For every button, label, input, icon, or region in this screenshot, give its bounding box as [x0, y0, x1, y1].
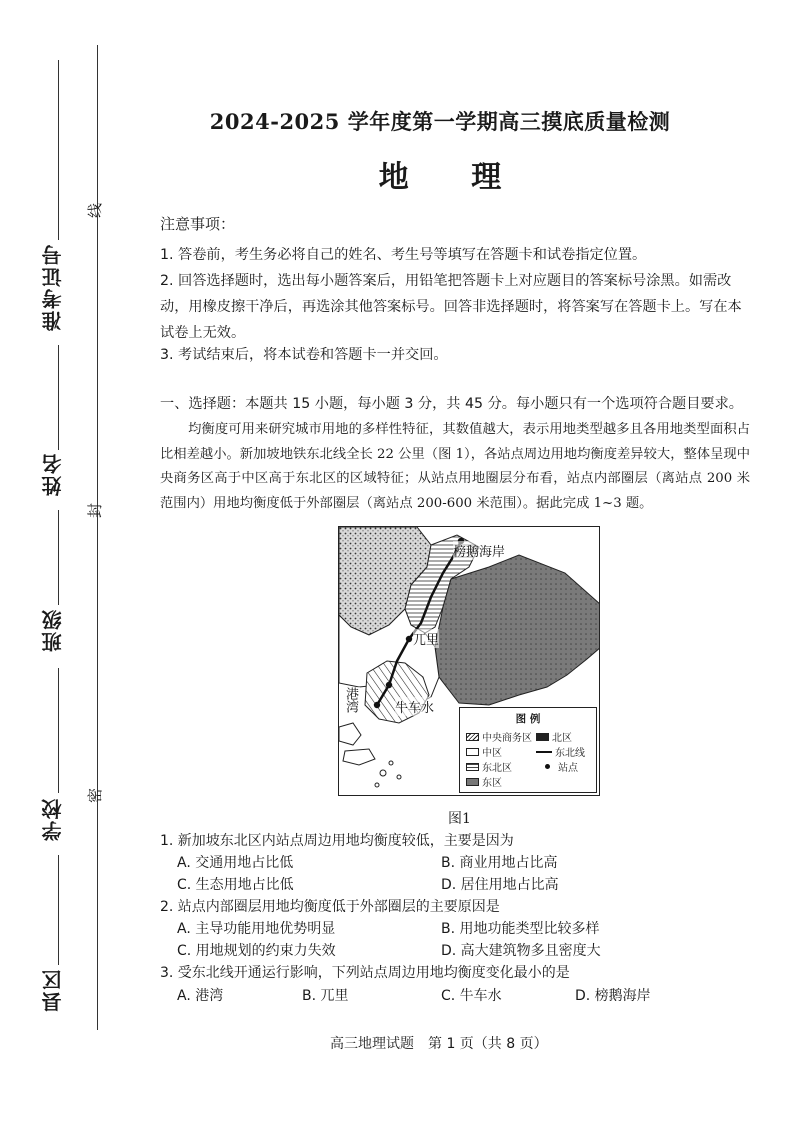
notice-item-2: 2. 回答选择题时，选出每小题答案后，用铅笔把答题卡上对应题目的答案标号涂黑。如需改动，用橡皮擦干净后，再选涂其他答案标号。回答非选择题时，将答案写在答题卡上。写在本试卷上无效。 — [160, 273, 742, 341]
question-1-option-a: A. 交通用地占比低 — [177, 855, 294, 871]
station-label-serangoon: 兀里 — [413, 629, 439, 648]
question-3-option-a: A. 港湾 — [177, 988, 224, 1004]
east-region — [435, 555, 599, 705]
question-3-option-c: C. 牛车水 — [441, 988, 502, 1004]
east-swatch — [466, 778, 479, 786]
question-2-option-a: A. 主导功能用地优势明显 — [177, 921, 336, 937]
seal-mark-secret: 密 — [86, 787, 105, 804]
exam-number-blank — [58, 60, 59, 240]
binding-line — [97, 45, 98, 1030]
north-swatch — [536, 733, 549, 741]
islet — [375, 783, 379, 787]
exam-number-label: 准考证号 — [41, 243, 65, 331]
name-blank — [58, 345, 59, 450]
question-2-stem: 2. 站点内部圈层用地均衡度低于外部圈层的主要原因是 — [160, 899, 500, 915]
question-2-option-b: B. 用地功能类型比较多样 — [441, 921, 600, 937]
islet — [389, 761, 393, 765]
name-label: 姓名 — [41, 452, 65, 496]
question-1-option-c: C. 生态用地占比低 — [177, 877, 294, 893]
map-legend — [459, 707, 597, 793]
section-heading: 一、选择题：本题共 15 小题，每小题 3 分，共 45 分。每小题只有一个选项符合题目要求。 — [160, 396, 743, 412]
exam-title: 2024-2025 学年度第一学期高三摸底质量检测 — [209, 109, 671, 134]
legend-item-station: 站点 — [540, 759, 578, 774]
island — [339, 723, 361, 745]
class-blank — [58, 510, 59, 605]
notice-item-1: 1. 答卷前，考生务必将自己的姓名、考生号等填写在答题卡和试卷指定位置。 — [160, 247, 647, 263]
station-dot — [374, 702, 380, 708]
station-label-harbourfront: 港湾 — [343, 687, 358, 713]
legend-item-central: 中区 — [466, 744, 502, 759]
central-swatch — [466, 748, 479, 756]
station-label-chinatown: 牛车水 — [395, 697, 434, 716]
question-2-option-d: D. 高大建筑物多且密度大 — [441, 943, 601, 959]
question-1-option-d: D. 居住用地占比高 — [441, 877, 559, 893]
county-label: 县区 — [41, 968, 65, 1012]
question-2-option-c: C. 用地规划的约束力失效 — [177, 943, 336, 959]
legend-item-line: 东北线 — [536, 744, 585, 759]
station-swatch — [545, 764, 550, 769]
islet — [380, 770, 386, 776]
seal-mark-seal: 封 — [86, 502, 105, 519]
island — [343, 749, 375, 765]
cbd-swatch — [466, 733, 479, 741]
question-3-option-b: B. 兀里 — [302, 988, 349, 1004]
passage-text: 均衡度可用来研究城市用地的多样性特征，其数值越大，表示用地类型越多且各用地类型面积占比相差越小。新加坡地铁东北线全长 22 公里（图 1），各站点周边用地均衡度差异较大，整体呈现中央商务区高于中区高于东北区的区域特征；从站点用地圈层分布看，站点内部圈层（离站点 200 米范围内）用地均衡度低于外部圈层（离站点 200-600 米范围）。据此完成 1~3 题。 — [160, 422, 750, 511]
question-3-stem: 3. 受东北线开通运行影响，下列站点周边用地均衡度变化最小的是 — [160, 965, 570, 981]
school-blank — [58, 668, 59, 793]
notice-heading: 注意事项： — [160, 215, 236, 233]
legend-item-cbd: 中央商务区 — [466, 729, 532, 744]
northeast-swatch — [466, 763, 479, 771]
singapore-metro-map — [338, 526, 600, 796]
legend-item-east: 东区 — [466, 774, 502, 789]
question-1-stem: 1. 新加坡东北区内站点周边用地均衡度较低，主要是因为 — [160, 833, 514, 849]
line-swatch — [536, 751, 552, 753]
question-1-option-b: B. 商业用地占比高 — [441, 855, 558, 871]
station-label-punggol: 榜鹅海岸 — [453, 541, 505, 560]
legend-title: 图 例 — [515, 713, 541, 725]
station-dot — [406, 636, 412, 642]
legend-item-northeast: 东北区 — [466, 759, 512, 774]
subject-title: 地 理 — [378, 160, 528, 195]
school-label: 学校 — [41, 797, 65, 841]
county-blank — [58, 855, 59, 965]
question-3-option-d: D. 榜鹅海岸 — [575, 988, 651, 1004]
legend-item-north: 北区 — [536, 729, 572, 744]
islet — [397, 775, 401, 779]
class-label: 班级 — [41, 608, 65, 652]
notice-item-3: 3. 考试结束后，将本试卷和答题卡一并交回。 — [160, 347, 448, 363]
station-dot — [386, 682, 392, 688]
figure-caption: 图1 — [448, 811, 471, 827]
seal-mark-line: 线 — [86, 202, 105, 219]
page-footer: 高三地理试题 第 1 页（共 8 页） — [330, 1036, 548, 1052]
reading-passage — [160, 418, 750, 516]
